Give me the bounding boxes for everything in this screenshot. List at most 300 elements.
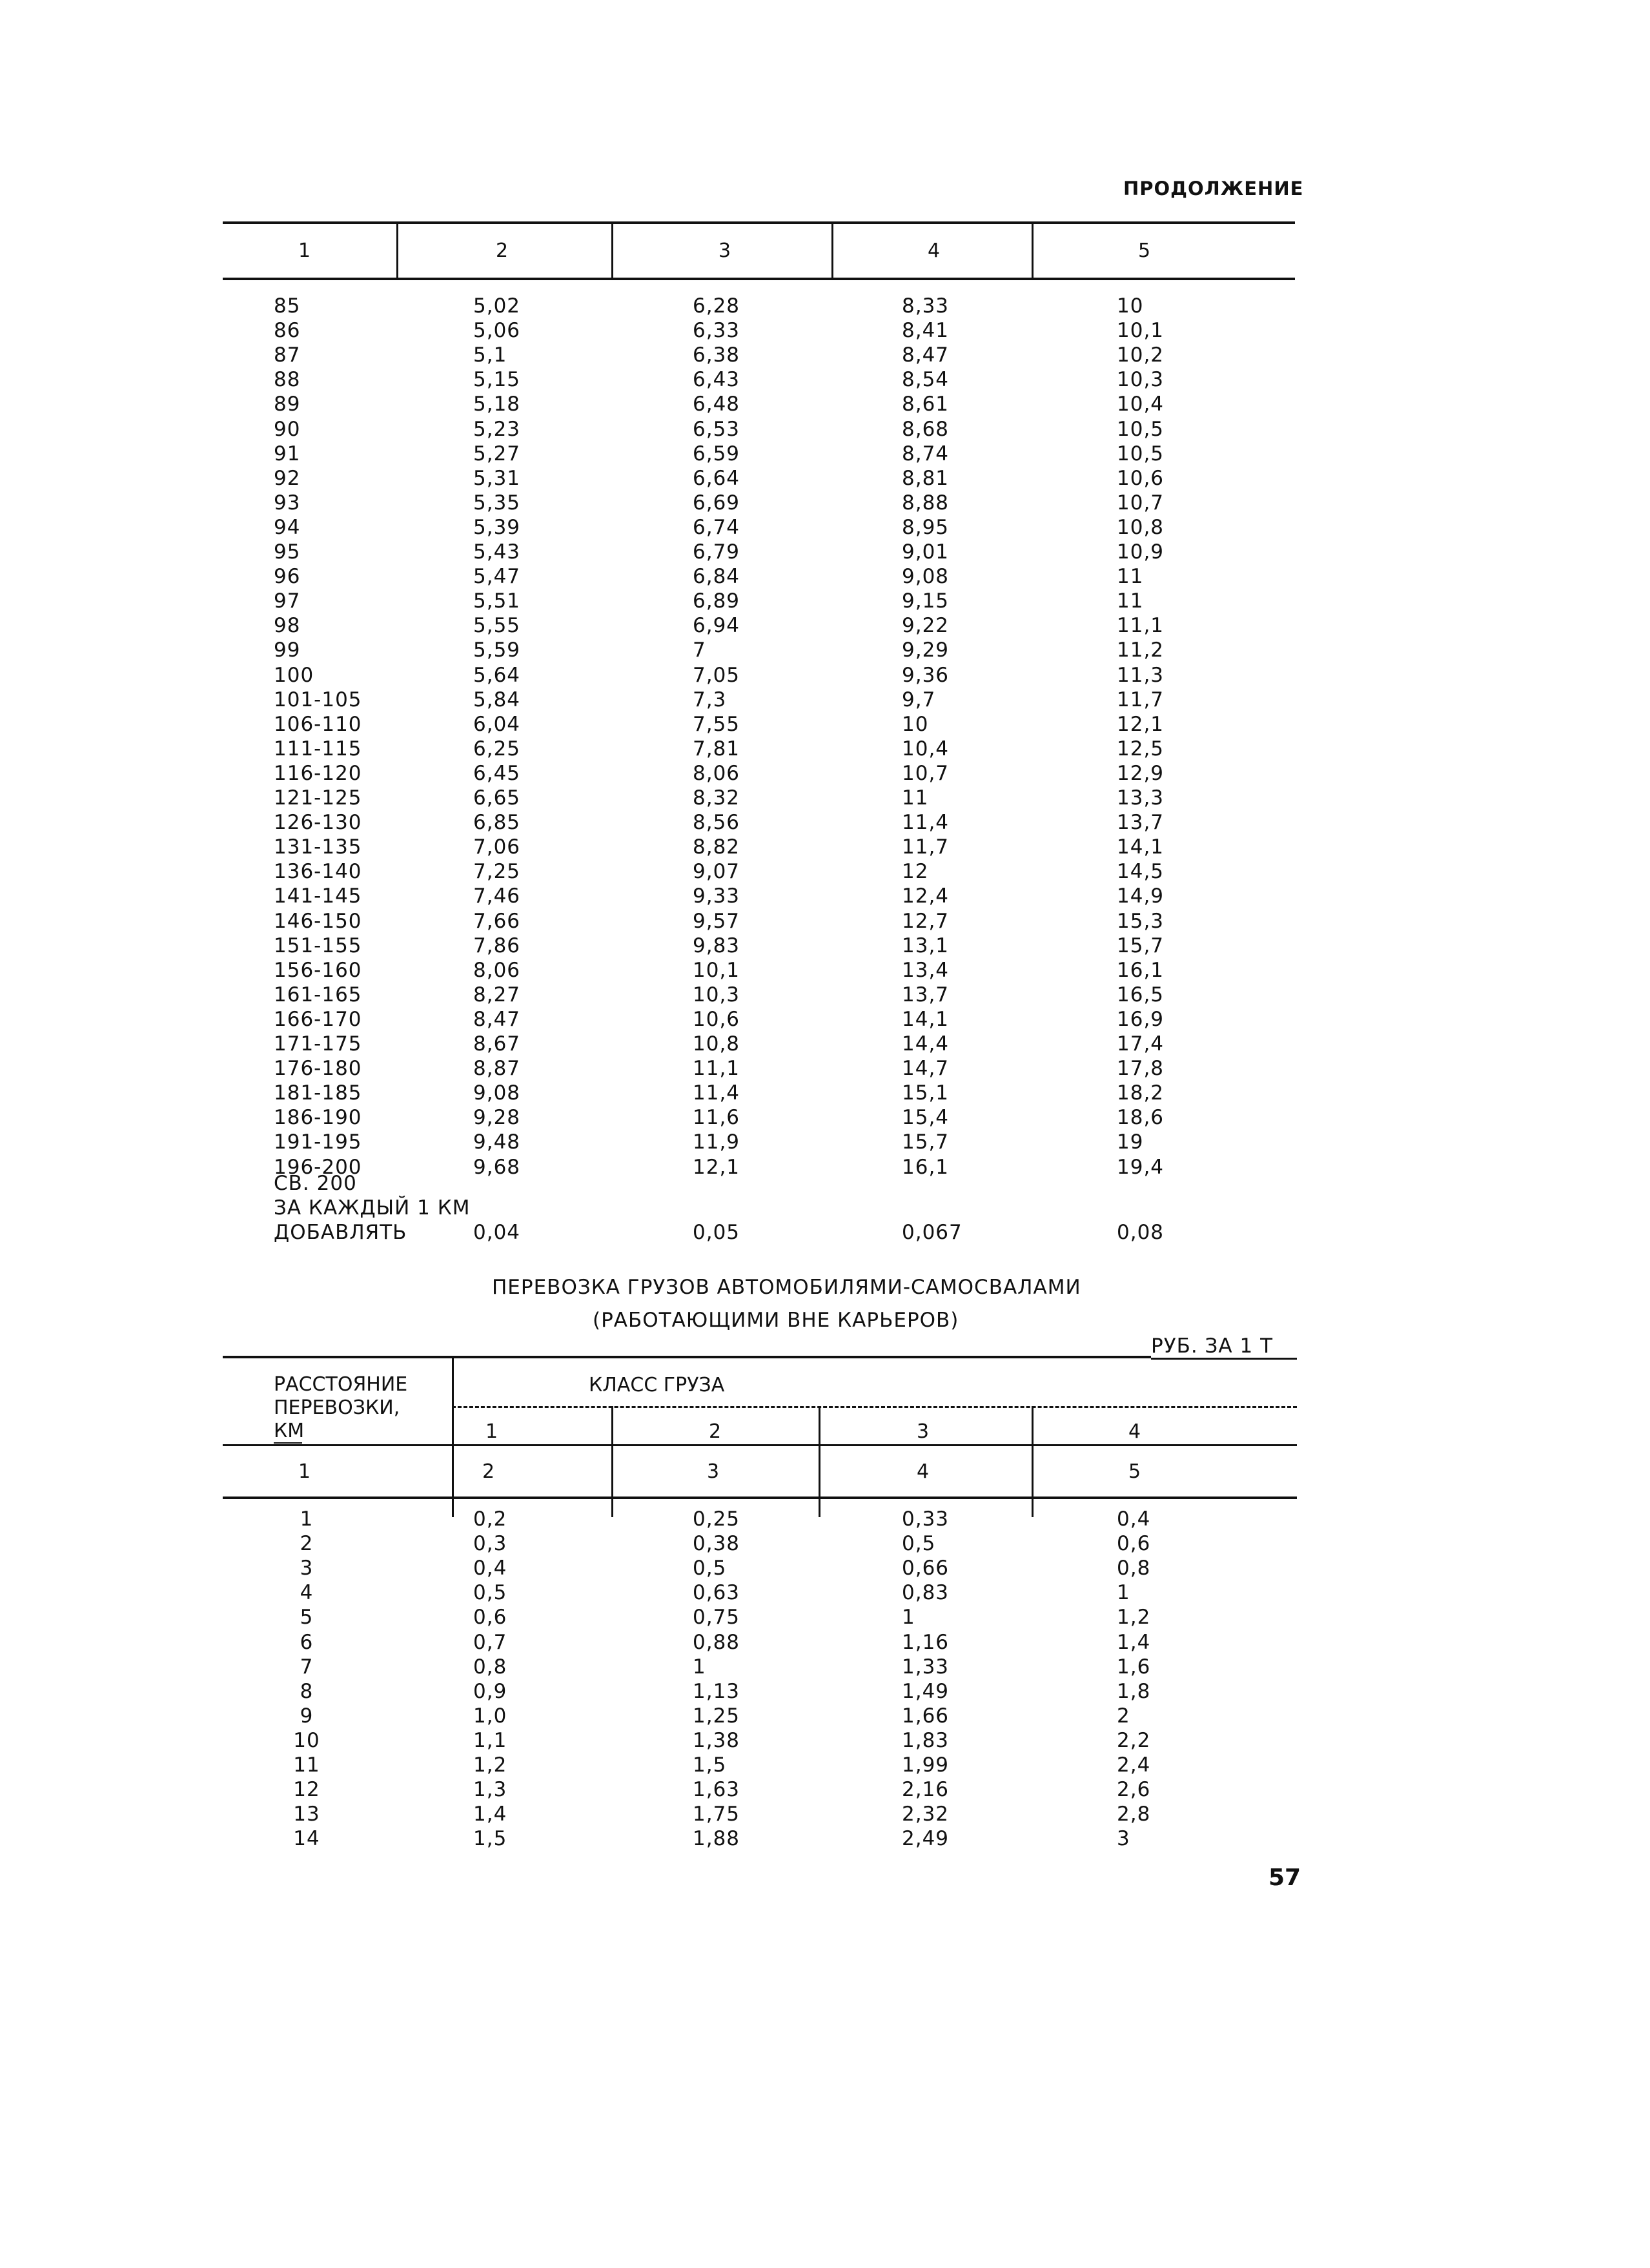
table-cell: 99 [274,639,301,662]
table-cell: 2,32 [902,1803,950,1826]
table-row [0,1221,1650,1245]
table-cell: 0,5 [473,1581,507,1605]
table2-divider [452,1356,454,1517]
table-cell: 1,6 [1117,1655,1151,1679]
table-cell: 16,5 [1117,983,1165,1006]
table-cell: 11,6 [693,1106,740,1130]
table-cell: 0,8 [473,1655,507,1679]
table-row [0,319,1650,343]
table-cell: 10,7 [902,761,950,785]
table-cell: 0,33 [902,1507,950,1531]
table-cell: 6,33 [693,319,740,343]
table-cell: 1,49 [902,1679,950,1703]
table-cell: 1,38 [693,1728,740,1752]
table-cell: 9,33 [693,884,740,908]
table1-divider [611,221,613,280]
table-cell: 11,7 [902,835,950,859]
section2-title-line1: ПЕРЕВОЗКА ГРУЗОВ АВТОМОБИЛЯМИ-САМОСВАЛАМИ [492,1276,1081,1299]
table-row [0,614,1650,639]
table-cell: 2 [1117,1704,1130,1728]
table-cell: 10,4 [1117,393,1165,416]
table-cell: 87 [274,343,301,367]
table2-col-number: 3 [707,1460,720,1483]
table-cell: 5,23 [473,417,521,441]
table-cell: 9,01 [902,540,950,564]
table1-cell: ДОБАВЛЯТЬ [274,1221,407,1244]
table-cell: 2,8 [1117,1803,1151,1826]
table-cell: 9,08 [473,1081,521,1105]
table-cell: 11 [902,786,929,810]
table-row [0,368,1650,393]
table-row [0,1778,1650,1803]
table-cell: 10,5 [1117,442,1165,465]
table-row [0,1057,1650,1081]
table-cell: 136-140 [274,860,362,884]
table-cell: 15,3 [1117,909,1165,933]
table-cell: 11 [293,1753,320,1777]
table-cell: 11,4 [693,1081,740,1105]
table-cell: 91 [274,442,301,465]
table-cell: 12 [293,1778,320,1802]
table-cell: 6,38 [693,343,740,367]
table-cell: 0,2 [473,1507,507,1531]
table-row [0,393,1650,417]
table-cell: 9,48 [473,1130,521,1154]
table-cell: 176-180 [274,1057,362,1081]
table-row [0,418,1650,442]
table-cell: 7,3 [693,688,727,711]
table-cell: 7 [693,639,706,662]
table-row [0,1106,1650,1130]
table2-header-distance: РАССТОЯНИЕ [274,1373,408,1396]
table-cell: 8,56 [693,811,740,835]
table2-col-number: 1 [298,1460,311,1483]
table-cell: 1,4 [473,1803,507,1826]
table-cell: 6,94 [693,614,740,638]
table-cell: 0,88 [693,1630,740,1654]
table2-header-distance: ПЕРЕВОЗКИ, [274,1396,400,1419]
table1-extra-label: ЗА КАЖДЫЙ 1 КМ [274,1196,471,1220]
table-cell: 11 [1117,565,1144,589]
table-cell: 5,06 [473,319,521,343]
table2-divider [1032,1406,1034,1517]
table-cell: 6,64 [693,466,740,490]
table-row [0,1655,1650,1680]
table-cell: 12,1 [1117,712,1165,736]
table-cell: 10,8 [1117,515,1165,539]
table-cell: 0,75 [693,1606,740,1629]
table-cell: 12,5 [1117,737,1165,761]
table1-divider [1032,221,1034,280]
table-cell: 9,22 [902,614,950,638]
table-row [0,540,1650,565]
table-cell: 0,5 [693,1557,727,1580]
table-cell: 6,74 [693,515,740,539]
table-row [0,1081,1650,1106]
table-row [0,1507,1650,1532]
table-cell: 15,1 [902,1081,950,1105]
table-row [0,516,1650,540]
table-cell: 6,79 [693,540,740,564]
table-cell: 11,2 [1117,639,1165,662]
table1-col-number: 2 [496,240,509,262]
table-cell: 191-195 [274,1130,362,1154]
table-cell: 5,18 [473,393,521,416]
table-cell: 2,2 [1117,1728,1151,1752]
table-cell: 116-120 [274,761,362,785]
table-cell: 9,57 [693,909,740,933]
table-cell: 0,25 [693,1507,740,1531]
table-cell: 17,8 [1117,1057,1165,1081]
table-cell: 171-175 [274,1032,362,1056]
table-cell: 13,1 [902,934,950,957]
table-cell: 14,7 [902,1057,950,1081]
table-cell: 9,68 [473,1155,521,1179]
table-cell: 8,68 [902,417,950,441]
table-cell: 97 [274,589,301,613]
table-cell: 90 [274,417,301,441]
table-cell: 18,2 [1117,1081,1165,1105]
table-row [0,1581,1650,1606]
table-cell: 14,1 [902,1007,950,1031]
continuation-label: ПРОДОЛЖЕНИЕ [1123,178,1304,199]
table-cell: 5,35 [473,491,521,515]
table-cell: 8,95 [902,515,950,539]
table-cell: 1,3 [473,1778,507,1802]
table-cell: 0,83 [902,1581,950,1605]
table1-cell: 0,05 [693,1221,740,1244]
table2-class-number: 1 [485,1420,498,1443]
table-row [0,1156,1650,1180]
table-cell: 13,7 [1117,811,1165,835]
table-cell: 1 [300,1507,314,1531]
table-cell: 1,88 [693,1827,740,1851]
table2-divider [611,1406,613,1517]
table-cell: 11,9 [693,1130,740,1154]
table-cell: 0,63 [693,1581,740,1605]
table2-header-bottom-rule [223,1497,1297,1499]
section2-unit: РУБ. ЗА 1 Т [1151,1334,1274,1358]
table-cell: 13 [293,1803,320,1826]
table-cell: 0,3 [473,1532,507,1556]
table-cell: 6,85 [473,811,521,835]
table-row [0,737,1650,762]
table-cell: 5,47 [473,565,521,589]
table-cell: 15,4 [902,1106,950,1130]
table-cell: 4 [300,1581,314,1605]
table-cell: 8,82 [693,835,740,859]
table-cell: 10,1 [1117,319,1165,343]
table1-extra-label: СВ. 200 [274,1172,357,1195]
table-cell: 7,06 [473,835,521,859]
table-cell: 10 [293,1728,320,1752]
table-cell: 1,33 [902,1655,950,1679]
table-cell: 9,28 [473,1106,521,1130]
table-row [0,1032,1650,1057]
table-cell: 131-135 [274,835,362,859]
table-cell: 8,88 [902,491,950,515]
table-cell: 0,6 [1117,1532,1151,1556]
table-cell: 156-160 [274,958,362,982]
table-cell: 6,48 [693,393,740,416]
table-cell: 0,7 [473,1630,507,1654]
table-row [0,713,1650,737]
table-cell: 146-150 [274,909,362,933]
table-cell: 10,6 [1117,466,1165,490]
table-cell: 0,5 [902,1532,936,1556]
table-cell: 5,02 [473,294,521,318]
table-cell: 6,43 [693,368,740,392]
table-cell: 121-125 [274,786,362,810]
table-cell: 9 [300,1704,314,1728]
table-cell: 96 [274,565,301,589]
table-cell: 5,31 [473,466,521,490]
table-cell: 2 [300,1532,314,1556]
table-row [0,688,1650,713]
table-cell: 9,83 [693,934,740,957]
table-row [0,565,1650,589]
table2-header-mid-rule [223,1444,1297,1446]
table-cell: 111-115 [274,737,362,761]
table-cell: 106-110 [274,712,362,736]
table1-col-number: 4 [928,240,941,262]
table1-col-number: 3 [718,240,731,262]
table-cell: 9,15 [902,589,950,613]
table-cell: 6,04 [473,712,521,736]
table-cell: 5,15 [473,368,521,392]
table-row [0,910,1650,934]
table-row [0,959,1650,983]
table-cell: 9,07 [693,860,740,884]
table2-divider [819,1406,820,1517]
table-row [0,1606,1650,1630]
table-cell: 10,6 [693,1007,740,1031]
table-cell: 8,32 [693,786,740,810]
table-cell: 10 [902,712,929,736]
table-cell: 10,4 [902,737,950,761]
table-cell: 10 [1117,294,1144,318]
table-row [0,664,1650,688]
table-row [0,1729,1650,1753]
table1-divider [831,221,833,280]
table-cell: 2,16 [902,1778,950,1802]
table-cell: 2,4 [1117,1753,1151,1777]
table-cell: 5,51 [473,589,521,613]
table-cell: 10,7 [1117,491,1165,515]
section2-title-line2: (РАБОТАЮЩИМИ ВНЕ КАРЬЕРОВ) [593,1309,959,1332]
table-row [0,589,1650,614]
table-row [0,835,1650,860]
table-cell: 1,4 [1117,1630,1151,1654]
table-cell: 1,25 [693,1704,740,1728]
table-cell: 9,36 [902,663,950,687]
table-cell: 5,55 [473,614,521,638]
table-row [0,1130,1650,1155]
table2-header-distance: КМ [274,1420,305,1442]
table-cell: 14,5 [1117,860,1165,884]
table-cell: 12,9 [1117,761,1165,785]
table-cell: 15,7 [902,1130,950,1154]
table-cell: 7,55 [693,712,740,736]
table-cell: 161-165 [274,983,362,1006]
table-row [0,1631,1650,1655]
table-cell: 8,41 [902,319,950,343]
table-cell: 1,1 [473,1728,507,1752]
table-row [0,1557,1650,1581]
table-row [0,1008,1650,1032]
table-cell: 19 [1117,1130,1144,1154]
table-cell: 1,75 [693,1803,740,1826]
table-cell: 100 [274,663,314,687]
table2-col-number: 2 [482,1460,495,1483]
table-cell: 101-105 [274,688,362,711]
table-cell: 1,16 [902,1630,950,1654]
table-cell: 93 [274,491,301,515]
table-cell: 11,3 [1117,663,1165,687]
table-cell: 1,8 [1117,1679,1151,1703]
table1-top-rule [223,221,1295,224]
table-cell: 7,66 [473,909,521,933]
table-cell: 12,7 [902,909,950,933]
table-cell: 8,06 [693,761,740,785]
table-cell: 151-155 [274,934,362,957]
table2-col-number: 5 [1128,1460,1141,1483]
table-cell: 10,3 [1117,368,1165,392]
table-row [0,491,1650,516]
table-cell: 1,63 [693,1778,740,1802]
table2-col-number: 4 [917,1460,930,1483]
table-cell: 14,9 [1117,884,1165,908]
table1-cell: 0,08 [1117,1221,1165,1244]
table-cell: 10,1 [693,958,740,982]
table-cell: 1,0 [473,1704,507,1728]
table-cell: 6,45 [473,761,521,785]
table-row [0,860,1650,884]
table-cell: 5,84 [473,688,521,711]
table-cell: 10,5 [1117,417,1165,441]
table-cell: 186-190 [274,1106,362,1130]
table-cell: 8,47 [902,343,950,367]
table-cell: 6,65 [473,786,521,810]
table-cell: 11,4 [902,811,950,835]
table-cell: 8,61 [902,393,950,416]
table2-km-underline [274,1442,302,1444]
table-cell: 7,46 [473,884,521,908]
table-row [0,639,1650,663]
table-row [0,762,1650,786]
table-cell: 12,4 [902,884,950,908]
table1-header-bottom-rule [223,278,1295,280]
table-cell: 1 [1117,1581,1130,1605]
table-cell: 7,05 [693,663,740,687]
table-cell: 10,8 [693,1032,740,1056]
table-cell: 1,5 [693,1753,727,1777]
table-cell: 16,9 [1117,1007,1165,1031]
table-cell: 11,7 [1117,688,1165,711]
page-number: 57 [1268,1864,1301,1891]
table-cell: 1,83 [902,1728,950,1752]
table-cell: 6,84 [693,565,740,589]
table-cell: 6,53 [693,417,740,441]
table-row [0,811,1650,835]
table-cell: 5,43 [473,540,521,564]
table-row [0,1532,1650,1557]
table-cell: 1,66 [902,1704,950,1728]
table-cell: 85 [274,294,301,318]
table-cell: 166-170 [274,1007,362,1031]
table-cell: 8,74 [902,442,950,465]
table-cell: 3 [1117,1827,1130,1851]
table-cell: 86 [274,319,301,343]
table-cell: 8,67 [473,1032,521,1056]
table-cell: 5,1 [473,343,507,367]
table2-class-number: 2 [709,1420,722,1443]
table-cell: 13,3 [1117,786,1165,810]
table-row [0,294,1650,319]
table-cell: 0,38 [693,1532,740,1556]
table-cell: 7,81 [693,737,740,761]
table-cell: 8,47 [473,1007,521,1031]
table-cell: 1 [693,1655,706,1679]
table-cell: 14,4 [902,1032,950,1056]
table-cell: 1,2 [1117,1606,1151,1629]
table-cell: 14 [293,1827,320,1851]
table-row [0,884,1650,909]
table-cell: 8,27 [473,983,521,1006]
table-cell: 13,4 [902,958,950,982]
table-cell: 95 [274,540,301,564]
table-cell: 18,6 [1117,1106,1165,1130]
table-row [0,983,1650,1008]
table-row [0,1753,1650,1778]
table-cell: 8,81 [902,466,950,490]
table-cell: 6,28 [693,294,740,318]
table-cell: 9,7 [902,688,936,711]
table1-cell: 0,067 [902,1221,962,1244]
table-cell: 16,1 [902,1155,950,1179]
table-cell: 9,08 [902,565,950,589]
table1-col-number: 5 [1138,240,1151,262]
table-cell: 1 [902,1606,915,1629]
table-cell: 7 [300,1655,314,1679]
table1-col-number: 1 [298,240,311,262]
table-cell: 0,8 [1117,1557,1151,1580]
table-cell: 12 [902,860,929,884]
table-cell: 8,87 [473,1057,521,1081]
table-cell: 8,54 [902,368,950,392]
table-cell: 9,29 [902,639,950,662]
table-cell: 11 [1117,589,1144,613]
table-cell: 0,4 [473,1557,507,1580]
table-cell: 8,06 [473,958,521,982]
table-cell: 11,1 [1117,614,1165,638]
table-cell: 6,59 [693,442,740,465]
table-row [0,343,1650,368]
table-cell: 12,1 [693,1155,740,1179]
table-cell: 1,99 [902,1753,950,1777]
table-cell: 0,9 [473,1679,507,1703]
table-cell: 7,86 [473,934,521,957]
table-row [0,467,1650,491]
table-cell: 8,33 [902,294,950,318]
table-row [0,1680,1650,1704]
table2-class-number: 3 [917,1420,930,1443]
table-cell: 5 [300,1606,314,1629]
table-cell: 10,3 [693,983,740,1006]
table-cell: 0,4 [1117,1507,1151,1531]
table-cell: 13,7 [902,983,950,1006]
table-cell: 94 [274,515,301,539]
